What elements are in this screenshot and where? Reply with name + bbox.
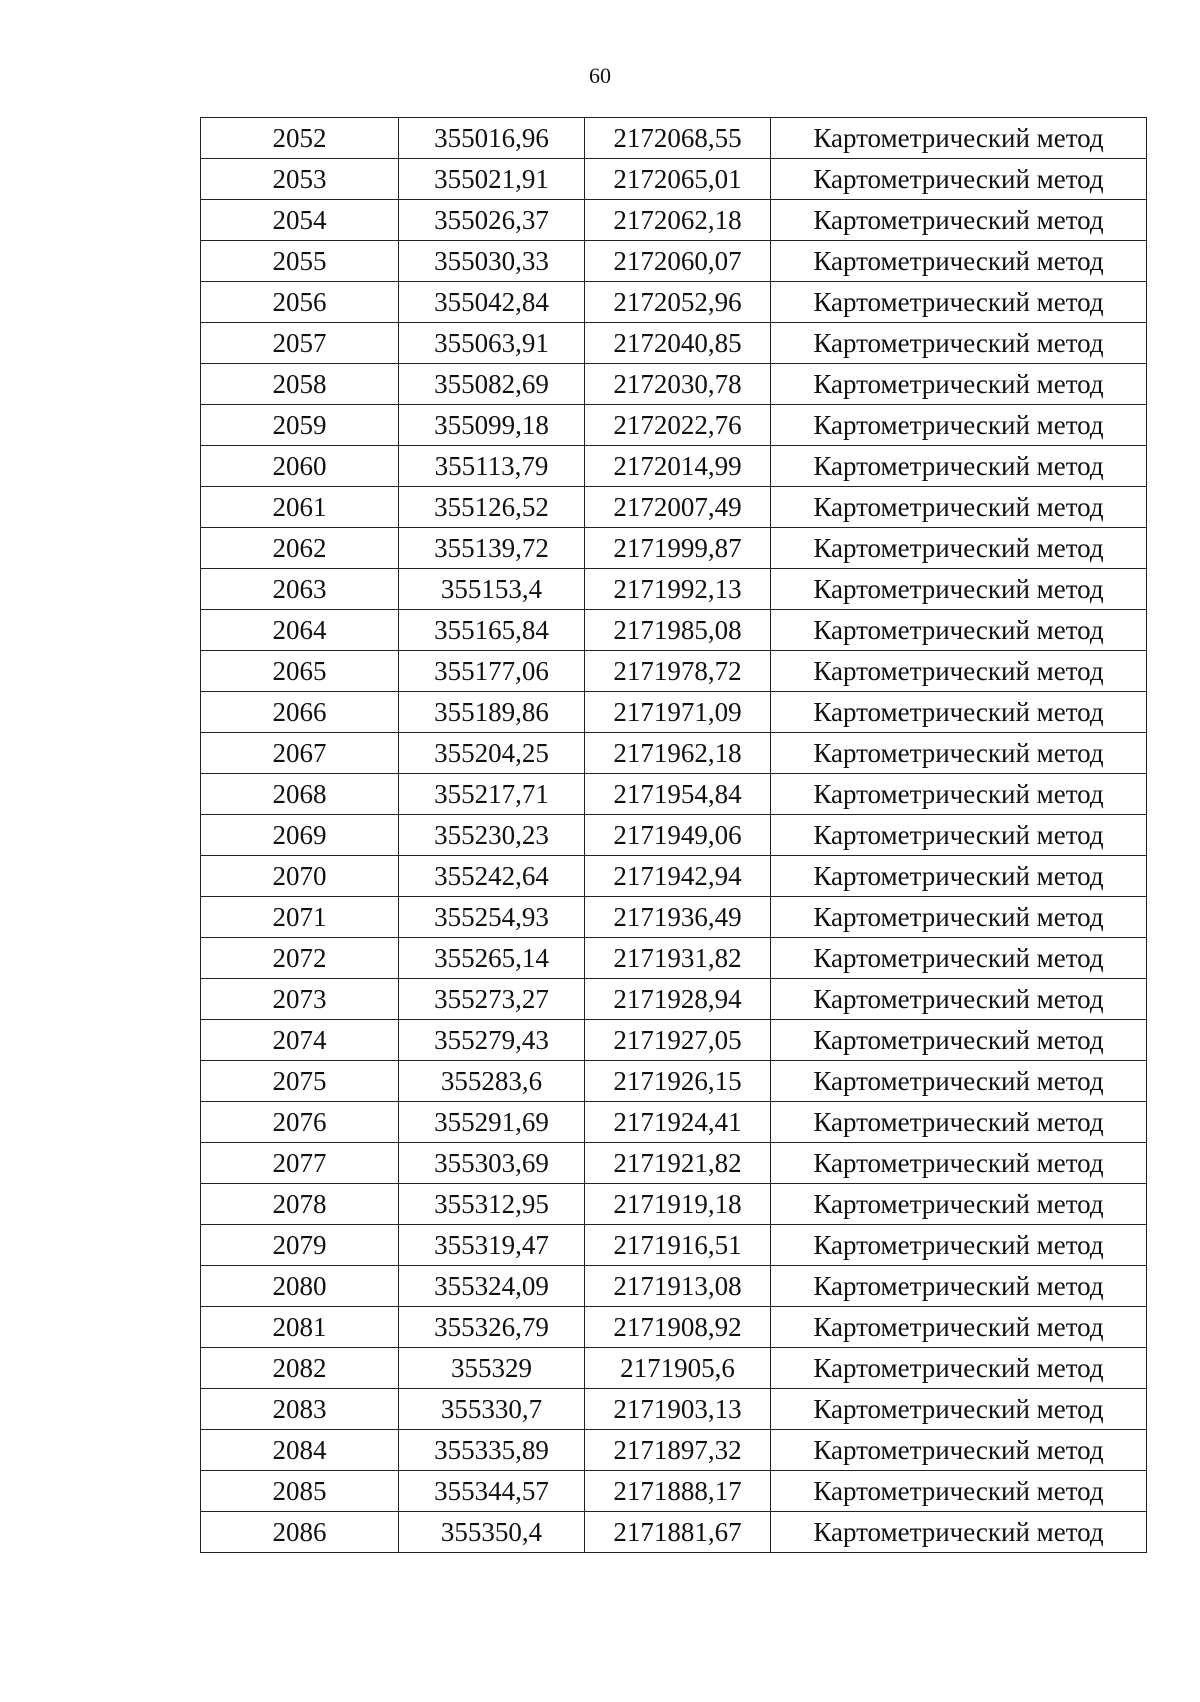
point-number-cell: 2062 (201, 528, 399, 569)
table-row (201, 1471, 1147, 1512)
y-coordinate-cell: 2171903,13 (585, 1389, 771, 1430)
x-coordinate-cell: 355139,72 (399, 528, 585, 569)
point-number-cell: 2063 (201, 569, 399, 610)
x-coordinate-cell: 355126,52 (399, 487, 585, 528)
point-number-cell: 2085 (201, 1471, 399, 1512)
x-coordinate-cell: 355082,69 (399, 364, 585, 405)
table-row (201, 1307, 1147, 1348)
table-row (201, 1348, 1147, 1389)
y-coordinate-cell: 2171954,84 (585, 774, 771, 815)
point-number-cell: 2058 (201, 364, 399, 405)
y-coordinate-cell: 2171942,94 (585, 856, 771, 897)
method-cell: Картометрический метод (771, 856, 1147, 897)
y-coordinate-cell: 2171999,87 (585, 528, 771, 569)
method-cell: Картометрический метод (771, 1471, 1147, 1512)
method-cell: Картометрический метод (771, 774, 1147, 815)
table-row (201, 692, 1147, 733)
method-cell: Картометрический метод (771, 487, 1147, 528)
table-row (201, 1512, 1147, 1553)
y-coordinate-cell: 2171897,32 (585, 1430, 771, 1471)
point-number-cell: 2064 (201, 610, 399, 651)
y-coordinate-cell: 2171921,82 (585, 1143, 771, 1184)
method-cell: Картометрический метод (771, 364, 1147, 405)
table-row (201, 282, 1147, 323)
point-number-cell: 2053 (201, 159, 399, 200)
point-number-cell: 2055 (201, 241, 399, 282)
table-row (201, 118, 1147, 159)
point-number-cell: 2057 (201, 323, 399, 364)
table-row (201, 569, 1147, 610)
y-coordinate-cell: 2171962,18 (585, 733, 771, 774)
x-coordinate-cell: 355329 (399, 1348, 585, 1389)
y-coordinate-cell: 2171913,08 (585, 1266, 771, 1307)
point-number-cell: 2072 (201, 938, 399, 979)
y-coordinate-cell: 2171924,41 (585, 1102, 771, 1143)
y-coordinate-cell: 2171905,6 (585, 1348, 771, 1389)
x-coordinate-cell: 355254,93 (399, 897, 585, 938)
x-coordinate-cell: 355230,23 (399, 815, 585, 856)
table-row (201, 200, 1147, 241)
point-number-cell: 2083 (201, 1389, 399, 1430)
y-coordinate-cell: 2171908,92 (585, 1307, 771, 1348)
y-coordinate-cell: 2172052,96 (585, 282, 771, 323)
y-coordinate-cell: 2172030,78 (585, 364, 771, 405)
y-coordinate-cell: 2172022,76 (585, 405, 771, 446)
y-coordinate-cell: 2171936,49 (585, 897, 771, 938)
method-cell: Картометрический метод (771, 1061, 1147, 1102)
method-cell: Картометрический метод (771, 610, 1147, 651)
x-coordinate-cell: 355330,7 (399, 1389, 585, 1430)
x-coordinate-cell: 355265,14 (399, 938, 585, 979)
x-coordinate-cell: 355063,91 (399, 323, 585, 364)
table-row (201, 1020, 1147, 1061)
y-coordinate-cell: 2171928,94 (585, 979, 771, 1020)
table-row (201, 774, 1147, 815)
point-number-cell: 2074 (201, 1020, 399, 1061)
x-coordinate-cell: 355326,79 (399, 1307, 585, 1348)
point-number-cell: 2056 (201, 282, 399, 323)
coordinates-table (200, 117, 1147, 1553)
table-row (201, 159, 1147, 200)
table-row (201, 405, 1147, 446)
method-cell: Картометрический метод (771, 282, 1147, 323)
method-cell: Картометрический метод (771, 979, 1147, 1020)
point-number-cell: 2073 (201, 979, 399, 1020)
x-coordinate-cell: 355153,4 (399, 569, 585, 610)
method-cell: Картометрический метод (771, 241, 1147, 282)
x-coordinate-cell: 355177,06 (399, 651, 585, 692)
x-coordinate-cell: 355283,6 (399, 1061, 585, 1102)
x-coordinate-cell: 355099,18 (399, 405, 585, 446)
method-cell: Картометрический метод (771, 118, 1147, 159)
method-cell: Картометрический метод (771, 1430, 1147, 1471)
point-number-cell: 2054 (201, 200, 399, 241)
method-cell: Картометрический метод (771, 1389, 1147, 1430)
point-number-cell: 2076 (201, 1102, 399, 1143)
table-row (201, 815, 1147, 856)
point-number-cell: 2069 (201, 815, 399, 856)
method-cell: Картометрический метод (771, 651, 1147, 692)
coordinates-table-body (201, 118, 1147, 1553)
y-coordinate-cell: 2171881,67 (585, 1512, 771, 1553)
y-coordinate-cell: 2171926,15 (585, 1061, 771, 1102)
method-cell: Картометрический метод (771, 1307, 1147, 1348)
table-row (201, 1143, 1147, 1184)
table-row (201, 241, 1147, 282)
y-coordinate-cell: 2171919,18 (585, 1184, 771, 1225)
x-coordinate-cell: 355026,37 (399, 200, 585, 241)
point-number-cell: 2077 (201, 1143, 399, 1184)
x-coordinate-cell: 355189,86 (399, 692, 585, 733)
point-number-cell: 2067 (201, 733, 399, 774)
x-coordinate-cell: 355021,91 (399, 159, 585, 200)
method-cell: Картометрический метод (771, 1512, 1147, 1553)
method-cell: Картометрический метод (771, 1348, 1147, 1389)
page-number: 60 (589, 63, 611, 88)
y-coordinate-cell: 2172068,55 (585, 118, 771, 159)
method-cell: Картометрический метод (771, 323, 1147, 364)
y-coordinate-cell: 2171949,06 (585, 815, 771, 856)
x-coordinate-cell: 355312,95 (399, 1184, 585, 1225)
table-row (201, 323, 1147, 364)
table-row (201, 897, 1147, 938)
table-row (201, 1389, 1147, 1430)
point-number-cell: 2084 (201, 1430, 399, 1471)
table-row (201, 1225, 1147, 1266)
table-row (201, 446, 1147, 487)
point-number-cell: 2082 (201, 1348, 399, 1389)
method-cell: Картометрический метод (771, 446, 1147, 487)
table-row (201, 1430, 1147, 1471)
point-number-cell: 2078 (201, 1184, 399, 1225)
method-cell: Картометрический метод (771, 159, 1147, 200)
x-coordinate-cell: 355324,09 (399, 1266, 585, 1307)
method-cell: Картометрический метод (771, 815, 1147, 856)
y-coordinate-cell: 2171971,09 (585, 692, 771, 733)
x-coordinate-cell: 355165,84 (399, 610, 585, 651)
table-row (201, 979, 1147, 1020)
y-coordinate-cell: 2172007,49 (585, 487, 771, 528)
x-coordinate-cell: 355042,84 (399, 282, 585, 323)
x-coordinate-cell: 355113,79 (399, 446, 585, 487)
method-cell: Картометрический метод (771, 1020, 1147, 1061)
x-coordinate-cell: 355217,71 (399, 774, 585, 815)
point-number-cell: 2059 (201, 405, 399, 446)
table-row (201, 1184, 1147, 1225)
table-row (201, 651, 1147, 692)
y-coordinate-cell: 2171931,82 (585, 938, 771, 979)
method-cell: Картометрический метод (771, 733, 1147, 774)
x-coordinate-cell: 355344,57 (399, 1471, 585, 1512)
y-coordinate-cell: 2171978,72 (585, 651, 771, 692)
method-cell: Картометрический метод (771, 692, 1147, 733)
table-row (201, 487, 1147, 528)
table-row (201, 856, 1147, 897)
point-number-cell: 2080 (201, 1266, 399, 1307)
point-number-cell: 2060 (201, 446, 399, 487)
x-coordinate-cell: 355319,47 (399, 1225, 585, 1266)
point-number-cell: 2066 (201, 692, 399, 733)
point-number-cell: 2071 (201, 897, 399, 938)
method-cell: Картометрический метод (771, 405, 1147, 446)
x-coordinate-cell: 355030,33 (399, 241, 585, 282)
method-cell: Картометрический метод (771, 938, 1147, 979)
point-number-cell: 2061 (201, 487, 399, 528)
point-number-cell: 2068 (201, 774, 399, 815)
method-cell: Картометрический метод (771, 528, 1147, 569)
table-row (201, 364, 1147, 405)
x-coordinate-cell: 355291,69 (399, 1102, 585, 1143)
x-coordinate-cell: 355279,43 (399, 1020, 585, 1061)
table-row (201, 938, 1147, 979)
point-number-cell: 2065 (201, 651, 399, 692)
table-row (201, 1061, 1147, 1102)
table-row (201, 528, 1147, 569)
method-cell: Картометрический метод (771, 1266, 1147, 1307)
y-coordinate-cell: 2172062,18 (585, 200, 771, 241)
x-coordinate-cell: 355273,27 (399, 979, 585, 1020)
y-coordinate-cell: 2171888,17 (585, 1471, 771, 1512)
point-number-cell: 2079 (201, 1225, 399, 1266)
x-coordinate-cell: 355303,69 (399, 1143, 585, 1184)
point-number-cell: 2075 (201, 1061, 399, 1102)
method-cell: Картометрический метод (771, 897, 1147, 938)
y-coordinate-cell: 2171916,51 (585, 1225, 771, 1266)
x-coordinate-cell: 355242,64 (399, 856, 585, 897)
method-cell: Картометрический метод (771, 1225, 1147, 1266)
point-number-cell: 2081 (201, 1307, 399, 1348)
table-row (201, 1102, 1147, 1143)
method-cell: Картометрический метод (771, 1143, 1147, 1184)
table-row (201, 1266, 1147, 1307)
method-cell: Картометрический метод (771, 1184, 1147, 1225)
x-coordinate-cell: 355350,4 (399, 1512, 585, 1553)
x-coordinate-cell: 355335,89 (399, 1430, 585, 1471)
y-coordinate-cell: 2171992,13 (585, 569, 771, 610)
point-number-cell: 2086 (201, 1512, 399, 1553)
table-row (201, 733, 1147, 774)
method-cell: Картометрический метод (771, 1102, 1147, 1143)
x-coordinate-cell: 355204,25 (399, 733, 585, 774)
y-coordinate-cell: 2172060,07 (585, 241, 771, 282)
x-coordinate-cell: 355016,96 (399, 118, 585, 159)
method-cell: Картометрический метод (771, 569, 1147, 610)
y-coordinate-cell: 2171927,05 (585, 1020, 771, 1061)
point-number-cell: 2070 (201, 856, 399, 897)
y-coordinate-cell: 2172040,85 (585, 323, 771, 364)
y-coordinate-cell: 2172065,01 (585, 159, 771, 200)
y-coordinate-cell: 2172014,99 (585, 446, 771, 487)
y-coordinate-cell: 2171985,08 (585, 610, 771, 651)
table-row (201, 610, 1147, 651)
point-number-cell: 2052 (201, 118, 399, 159)
method-cell: Картометрический метод (771, 200, 1147, 241)
